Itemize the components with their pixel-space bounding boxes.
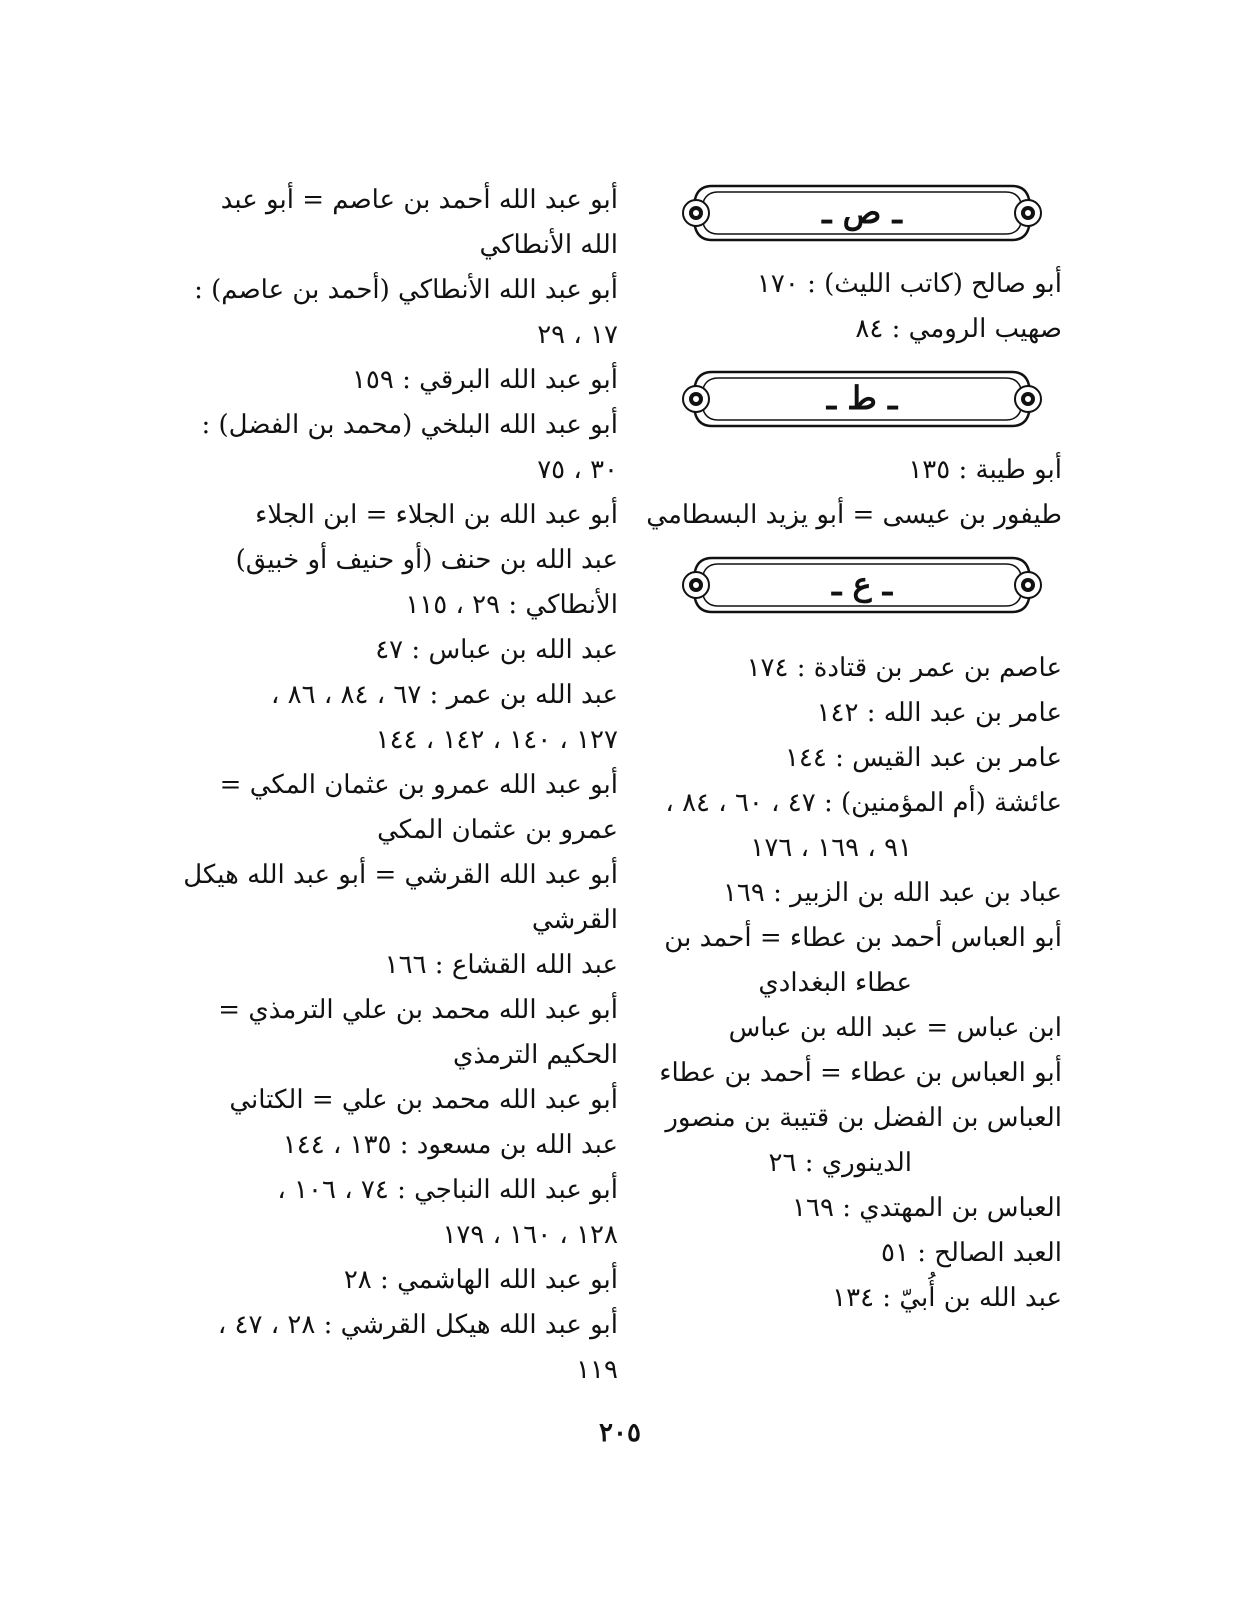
index-entry: عبد الله بن حنف (أو حنيف أو خبيق) الأنطاكي : ٢٩ ، ١١٥	[235, 545, 618, 620]
index-entry: العباس بن الفضل بن قتيبة بن منصور الدينوري : ٢٦	[665, 1103, 1062, 1178]
index-entry: العباس بن المهتدي : ١٦٩	[792, 1193, 1062, 1223]
index-entry: عامر بن عبد الله : ١٤٢	[816, 698, 1062, 728]
index-entry: أبو صالح (كاتب الليث) : ١٧٠	[756, 269, 1062, 299]
index-entry: أبو عبد الله النباجي : ٧٤ ، ١٠٦ ، ١٢٨ ، ١٦٠ ، ١٧٩	[277, 1175, 618, 1250]
index-entry: عامر بن عبد القيس : ١٤٤	[784, 743, 1062, 773]
index-entry: عبد الله بن أُبيّ : ١٣٤	[832, 1283, 1062, 1313]
index-entry: عبد الله بن عباس : ٤٧	[375, 635, 618, 665]
index-entry: عاصم بن عمر بن قتادة : ١٧٤	[746, 653, 1062, 683]
index-entry: أبو عبد الله البلخي (محمد بن الفضل) : ٣٠ ، ٧٥	[201, 410, 618, 485]
index-entry: أبو عبد الله أحمد بن عاصم = أبو عبد الله الأنطاكي	[220, 185, 618, 260]
section-letter: ـ ع ـ	[831, 565, 893, 603]
section-header-sad	[672, 182, 1052, 244]
left-column	[178, 178, 618, 1393]
index-entry: عبد الله القشاع : ١٦٦	[384, 950, 618, 980]
section-header-ta	[672, 368, 1052, 430]
page-number: ٢٠٥	[599, 1418, 641, 1448]
index-entry: أبو عبد الله عمرو بن عثمان المكي = عمرو بن عثمان المكي	[219, 770, 618, 845]
index-entry: أبو عبد الله القرشي = أبو عبد الله هيكل القرشي	[183, 860, 618, 935]
index-entry: أبو العباس بن عطاء = أحمد بن عطاء	[659, 1058, 1062, 1088]
index-entry: طيفور بن عيسى = أبو يزيد البسطامي	[646, 500, 1062, 530]
index-entry: العبد الصالح : ٥١	[881, 1238, 1062, 1268]
index-entry: عائشة (أم المؤمنين) : ٤٧ ، ٦٠ ، ٨٤ ، ٩١ ، ١٦٩ ، ١٧٦	[665, 788, 1062, 863]
index-entry: أبو عبد الله هيكل القرشي : ٢٨ ، ٤٧ ، ١١٩	[217, 1310, 618, 1385]
index-entry: عباد بن عبد الله بن الزبير : ١٦٩	[722, 878, 1062, 908]
index-entry: عبد الله بن مسعود : ١٣٥ ، ١٤٤	[282, 1130, 618, 1160]
section-letter: ـ ط ـ	[826, 379, 898, 417]
index-entry: أبو عبد الله الهاشمي : ٢٨	[343, 1265, 618, 1295]
index-entry: أبو عبد الله محمد بن علي = الكتاني	[229, 1085, 618, 1115]
right-column	[642, 178, 1062, 1321]
index-entry: ابن عباس = عبد الله بن عباس	[728, 1013, 1062, 1043]
section-letter: ـ ص ـ	[822, 193, 902, 231]
index-entry: أبو عبد الله بن الجلاء = ابن الجلاء	[255, 500, 618, 530]
index-entry: أبو عبد الله الأنطاكي (أحمد بن عاصم) : ١٧ ، ٢٩	[194, 275, 618, 350]
index-entry: صهيب الرومي : ٨٤	[855, 314, 1062, 344]
index-entry: أبو العباس أحمد بن عطاء = أحمد بن عطاء البغدادي	[664, 923, 1062, 998]
index-entry: أبو عبد الله البرقي : ١٥٩	[351, 365, 618, 395]
section-header-ain	[672, 554, 1052, 616]
index-entry: أبو طيبة : ١٣٥	[908, 455, 1062, 485]
index-entry: أبو عبد الله محمد بن علي الترمذي = الحكيم الترمذي	[218, 995, 618, 1070]
index-entry: عبد الله بن عمر : ٦٧ ، ٨٤ ، ٨٦ ، ١٢٧ ، ١٤٠ ، ١٤٢ ، ١٤٤	[270, 680, 618, 755]
